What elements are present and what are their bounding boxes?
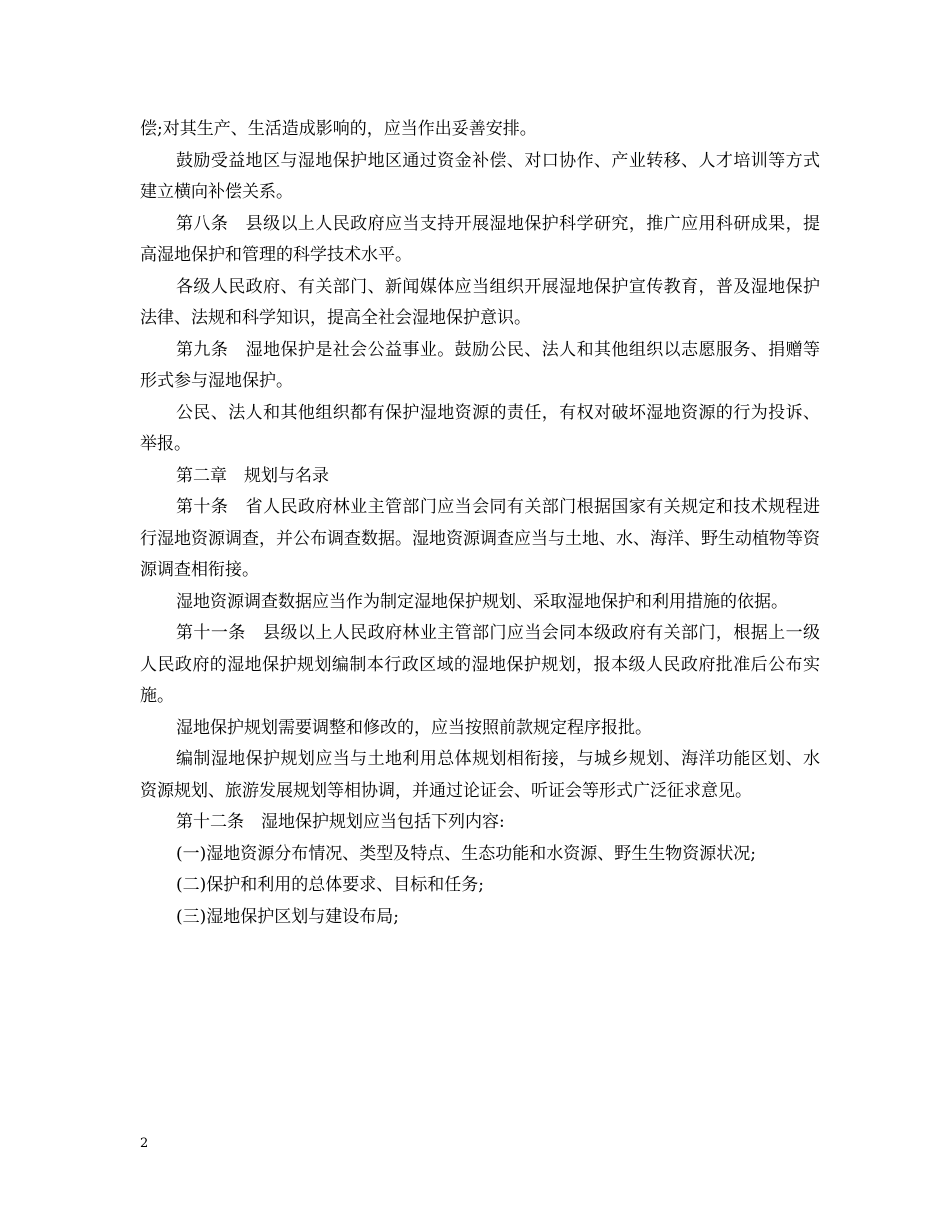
paragraph-1: 偿;对其生产、生活造成影响的，应当作出妥善安排。	[140, 119, 537, 139]
paragraph-4: 各级人民政府、有关部门、新闻媒体应当组织开展湿地保护宣传教育，普及湿地保护法律、法规和科学知识，提高全社会湿地保护意识。	[140, 276, 820, 328]
paragraph-11: 湿地保护规划需要调整和修改的，应当按照前款规定程序报批。	[176, 717, 652, 738]
paragraph-article-10: 第十条 省人民政府林业主管部门应当会同有关部门根据国家有关规定和技术规程进行湿地资源调查，并公布调查数据。湿地资源调查应当与土地、水、海洋、野生动植物等资源调查相衔接。	[140, 497, 820, 580]
document-body	[140, 114, 820, 933]
list-item-1: (一)湿地资源分布情况、类型及特点、生态功能和水资源、野生生物资源状况;	[176, 843, 756, 864]
paragraph-2: 鼓励受益地区与湿地保护地区通过资金补偿、对口协作、产业转移、人才培训等方式建立横向补偿关系。	[140, 150, 820, 202]
paragraph-6: 公民、法人和其他组织都有保护湿地资源的责任，有权对破坏湿地资源的行为投诉、举报。	[140, 402, 820, 454]
chapter-heading: 第二章 规划与名录	[176, 465, 329, 486]
list-item-3: (三)湿地保护区划与建设布局;	[176, 906, 399, 927]
paragraph-article-8: 第八条 县级以上人民政府应当支持开展湿地保护科学研究，推广应用科研成果，提高湿地保护和管理的科学技术水平。	[140, 213, 820, 265]
paragraph-article-11: 第十一条 县级以上人民政府林业主管部门应当会同本级政府有关部门，根据上一级人民政府的湿地保护规划编制本行政区域的湿地保护规划，报本级人民政府批准后公布实施。	[140, 623, 820, 706]
paragraph-12: 编制湿地保护规划应当与土地利用总体规划相衔接，与城乡规划、海洋功能区划、水资源规划、旅游发展规划等相协调，并通过论证会、听证会等形式广泛征求意见。	[140, 749, 820, 801]
paragraph-article-12: 第十二条 湿地保护规划应当包括下列内容:	[176, 812, 505, 832]
paragraph-9: 湿地资源调查数据应当作为制定湿地保护规划、采取湿地保护和利用措施的依据。	[176, 591, 788, 612]
paragraph-article-9: 第九条 湿地保护是社会公益事业。鼓励公民、法人和其他组织以志愿服务、捐赠等形式参与湿地保护。	[140, 339, 820, 391]
page-number: 2	[140, 1136, 149, 1151]
list-item-2: (二)保护和利用的总体要求、目标和任务;	[176, 875, 484, 895]
